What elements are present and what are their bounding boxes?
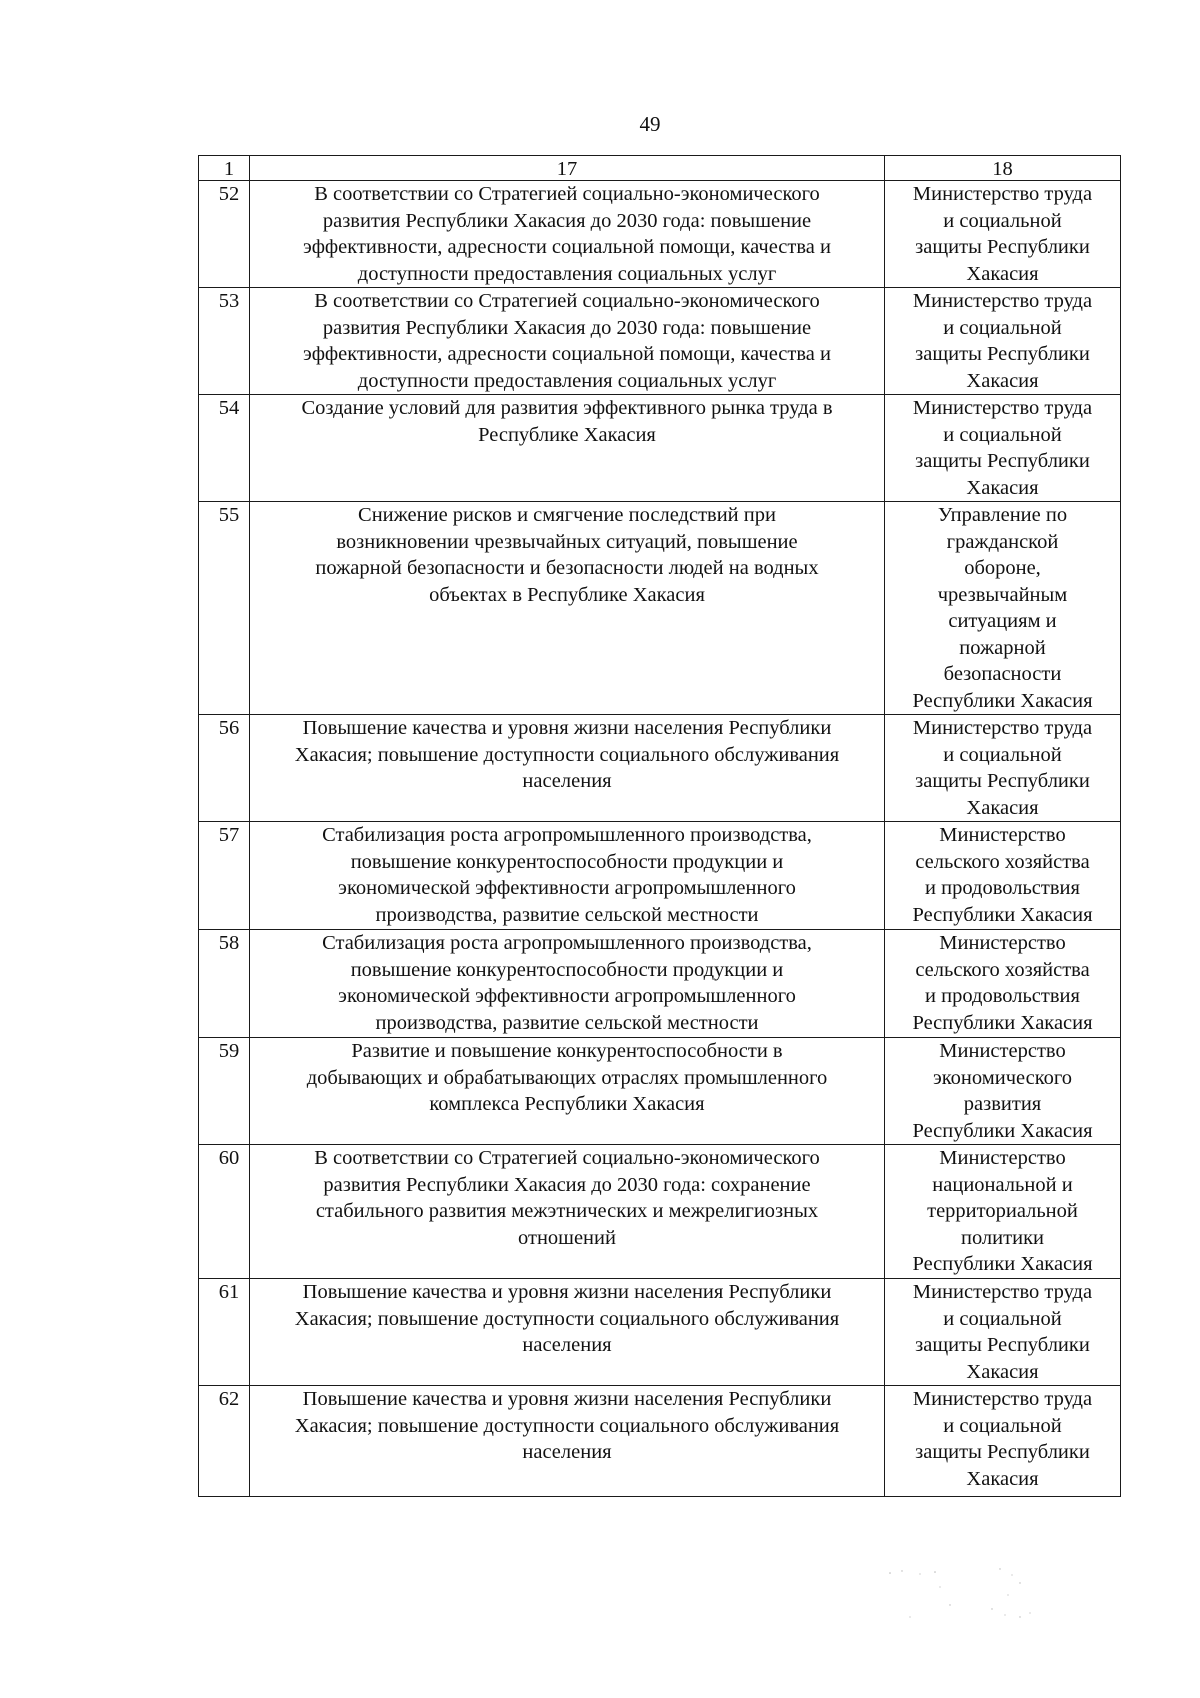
table-row xyxy=(199,1386,1121,1497)
table-row xyxy=(199,395,1121,502)
table-row xyxy=(199,822,1121,930)
row-goal: Повышение качества и уровня жизни населения Республики Хакасия; повышение доступности социального обслуживания населения xyxy=(250,1279,885,1386)
row-goal: Создание условий для развития эффективного рынка труда в Республике Хакасия xyxy=(250,395,885,502)
row-organization: Управление по гражданской обороне, чрезвычайным ситуациям и пожарной безопасности Республики Хакасия xyxy=(885,502,1121,715)
row-organization: Министерство труда и социальной защиты Республики Хакасия xyxy=(885,288,1121,395)
table-row xyxy=(199,1038,1121,1145)
table-row xyxy=(199,288,1121,395)
row-number: 58 xyxy=(199,930,250,1038)
row-number: 60 xyxy=(199,1145,250,1279)
row-number: 53 xyxy=(199,288,250,395)
table-row xyxy=(199,1279,1121,1386)
row-goal: Стабилизация роста агропромышленного производства, повышение конкурентоспособности продукции и экономической эффективности агропромышленного производства, развитие сельской местности xyxy=(250,930,885,1038)
scan-noise-mark xyxy=(880,1565,1080,1625)
row-number: 61 xyxy=(199,1279,250,1386)
row-organization: Министерство сельского хозяйства и продовольствия Республики Хакасия xyxy=(885,930,1121,1038)
row-organization: Министерство труда и социальной защиты Республики Хакасия xyxy=(885,395,1121,502)
row-number: 52 xyxy=(199,181,250,288)
row-organization: Министерство сельского хозяйства и продовольствия Республики Хакасия xyxy=(885,822,1121,930)
row-goal: Стабилизация роста агропромышленного производства, повышение конкурентоспособности продукции и экономической эффективности агропромышленного производства, развитие сельской местности xyxy=(250,822,885,930)
row-number: 55 xyxy=(199,502,250,715)
row-number: 59 xyxy=(199,1038,250,1145)
header-col-organization: 18 xyxy=(885,156,1121,181)
row-organization: Министерство труда и социальной защиты Республики Хакасия xyxy=(885,1279,1121,1386)
row-goal: Снижение рисков и смягчение последствий при возникновении чрезвычайных ситуаций, повышение пожарной безопасности и безопасности людей на водных объектах в Республике Хакасия xyxy=(250,502,885,715)
table-row xyxy=(199,181,1121,288)
row-organization: Министерство труда и социальной защиты Республики Хакасия xyxy=(885,715,1121,822)
row-organization: Министерство экономического развития Республики Хакасия xyxy=(885,1038,1121,1145)
row-organization: Министерство труда и социальной защиты Республики Хакасия xyxy=(885,1386,1121,1497)
row-number: 62 xyxy=(199,1386,250,1497)
row-goal: В соответствии со Стратегией социально-экономического развития Республики Хакасия до 2030 года: повышение эффективности, адресности социальной помощи, качества и доступности предоставления социальных услуг xyxy=(250,288,885,395)
page-number: 49 xyxy=(639,112,661,136)
table-row xyxy=(199,715,1121,822)
row-number: 57 xyxy=(199,822,250,930)
table-row xyxy=(199,1145,1121,1279)
table-row xyxy=(199,502,1121,715)
header-col-goal: 17 xyxy=(250,156,885,181)
row-goal: В соответствии со Стратегией социально-экономического развития Республики Хакасия до 2030 года: сохранение стабильного развития межэтнических и межрелигиозных отношений xyxy=(250,1145,885,1279)
row-goal: Повышение качества и уровня жизни населения Республики Хакасия; повышение доступности социального обслуживания населения xyxy=(250,1386,885,1497)
row-number: 54 xyxy=(199,395,250,502)
row-organization: Министерство труда и социальной защиты Республики Хакасия xyxy=(885,181,1121,288)
table-header-row xyxy=(199,156,1121,181)
row-organization: Министерство национальной и территориальной политики Республики Хакасия xyxy=(885,1145,1121,1279)
table-row xyxy=(199,930,1121,1038)
row-goal: В соответствии со Стратегией социально-экономического развития Республики Хакасия до 2030 года: повышение эффективности, адресности социальной помощи, качества и доступности предоставления социальных услуг xyxy=(250,181,885,288)
row-goal: Развитие и повышение конкурентоспособности в добывающих и обрабатывающих отраслях промышленного комплекса Республики Хакасия xyxy=(250,1038,885,1145)
row-number: 56 xyxy=(199,715,250,822)
goals-table xyxy=(198,155,1121,1497)
header-col-number: 1 xyxy=(199,156,250,181)
row-goal: Повышение качества и уровня жизни населения Республики Хакасия; повышение доступности социального обслуживания населения xyxy=(250,715,885,822)
